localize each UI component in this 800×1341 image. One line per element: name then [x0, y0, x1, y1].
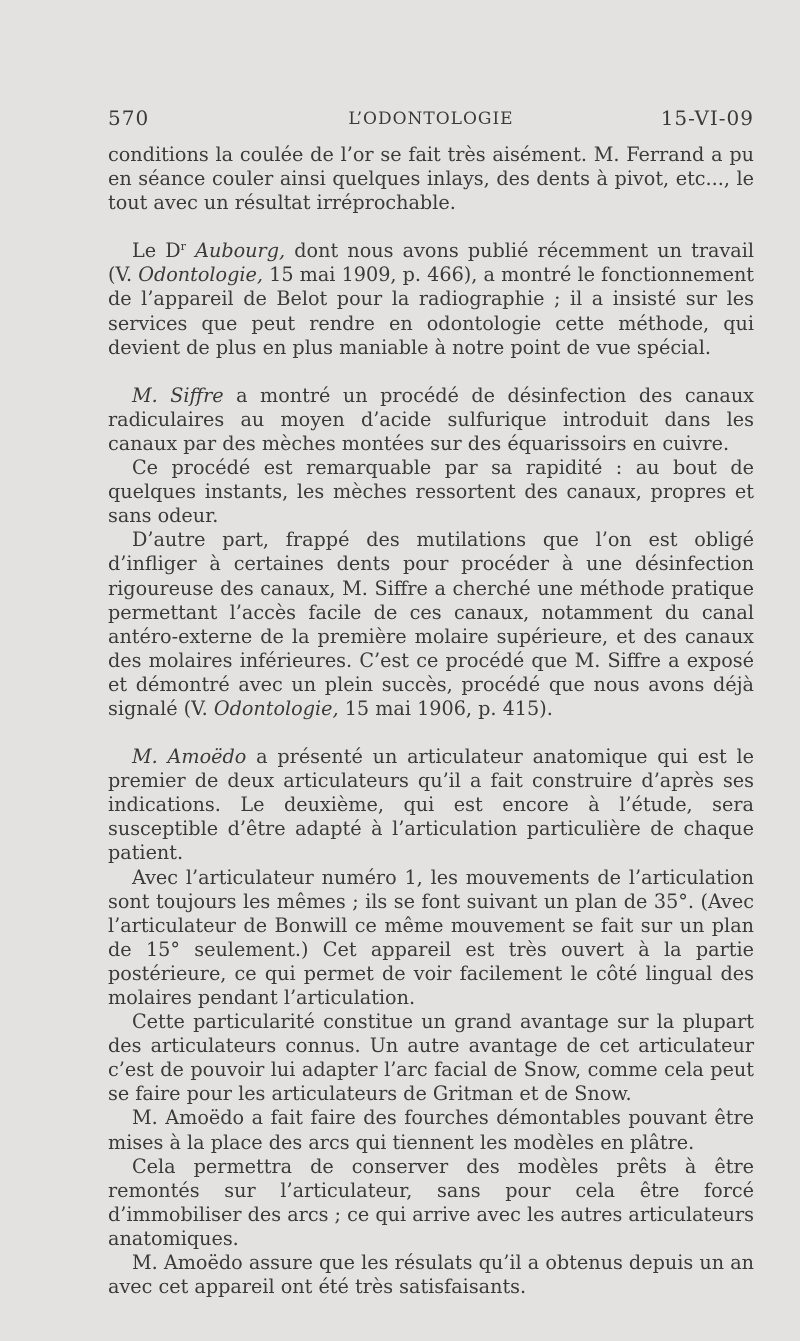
page-number: 570 [108, 106, 150, 130]
paragraph-2: Le $D^r$ Aubourg, dont nous avons publié récemment un travail (V. Odontologie, 15 mai 1909, p. 466), a montré le fonctionnement de l’appareil de Belot pour la radiographie ; il a insisté sur les services que peut rendre en odontologie cette méthode, qui devient de plus en plus maniable à notre point de vue spécial. [108, 239, 755, 359]
running-header [108, 106, 754, 136]
issue-date: 15-VI-09 [660, 106, 754, 130]
person-name: Aubourg, [195, 239, 286, 263]
paragraph-4: Ce procédé est remarquable par sa rapidité : au bout de quelques instants, les mèches ressortent des canaux, propres et sans odeur. [108, 456, 754, 528]
paragraph-6: M. Amoëdo a présenté un articulateur anatomique qui est le premier de deux articulateurs qu’il a fait construire d’après ses indications. Le deuxième, qui est encore à l’étude, sera susceptible d’être adapté à l’articulation particulière de chaque patient. [108, 745, 755, 865]
person-name: M. Amoëdo [132, 745, 247, 769]
person-name: M. Siffre [132, 383, 224, 407]
journal-reference: Odontologie, [213, 696, 339, 720]
journal-title: L’ODONTOLOGIE [348, 109, 514, 129]
paragraph-8: Cette particularité constitue un grand avantage sur la plupart des articulateurs connus. Un autre avantage de cet articulateur c’est de pouvoir lui adapter l’arc facial de Snow, comme cela peut se faire pour les articulateurs de Gritman et de Snow. [108, 1010, 754, 1106]
paragraph-10: Cela permettra de conserver des modèles prêts à être remontés sur l’articulateur, sans pour cela être forcé d’immobiliser des arcs ; ce qui arrive avec les autres articulateurs anatomiques. [108, 1154, 754, 1250]
article-body [108, 143, 754, 1299]
paragraph-5: D’autre part, frappé des mutilations que l’on est obligé d’infliger à certaines dents pour procéder à une désinfection rigoureuse des canaux, M. Siffre a cherché une méthode pratique permettant l’accès facile de ces canaux, notamment du canal antéro-externe de la première molaire supérieure, et des canaux des molaires inférieures. C’est ce procédé que M. Siffre a exposé et démontré avec un plein succès, procédé que nous avons déjà signalé (V. Odontologie, 15 mai 1906, p. 415). [108, 528, 754, 720]
paragraph-3: M. Siffre a montré un procédé de désinfection des canaux radiculaires au moyen d’acide sulfurique introduit dans les canaux par des mèches montées sur des équarissoirs en cuivre. [108, 383, 754, 455]
journal-reference: Odontologie, [138, 263, 263, 287]
paragraph-11: M. Amoëdo assure que les résulats qu’il a obtenus depuis un an avec cet appareil ont été très satisfaisants. [108, 1251, 754, 1299]
paragraph-7: Avec l’articulateur numéro 1, les mouvements de l’articulation sont toujours les mêmes ; ils se font suivant un plan de 35°. (Avec l’articulateur de Bonwill ce même mouvement se fait sur un plan de 15° seulement.) Cet appareil est très ouvert à la partie postérieure, ce qui permet de voir facilement le côté lingual des molaires pendant l’articulation. [108, 865, 754, 1009]
paragraph-1: conditions la coulée de l’or se fait très aisément. M. Ferrand a pu en séance couler ainsi quelques inlays, des dents à pivot, etc..., le tout avec un résultat irréprochable. [108, 143, 754, 215]
paragraph-9: M. Amoëdo a fait faire des fourches démontables pouvant être mises à la place des arcs qui tiennent les modèles en plâtre. [108, 1106, 754, 1154]
